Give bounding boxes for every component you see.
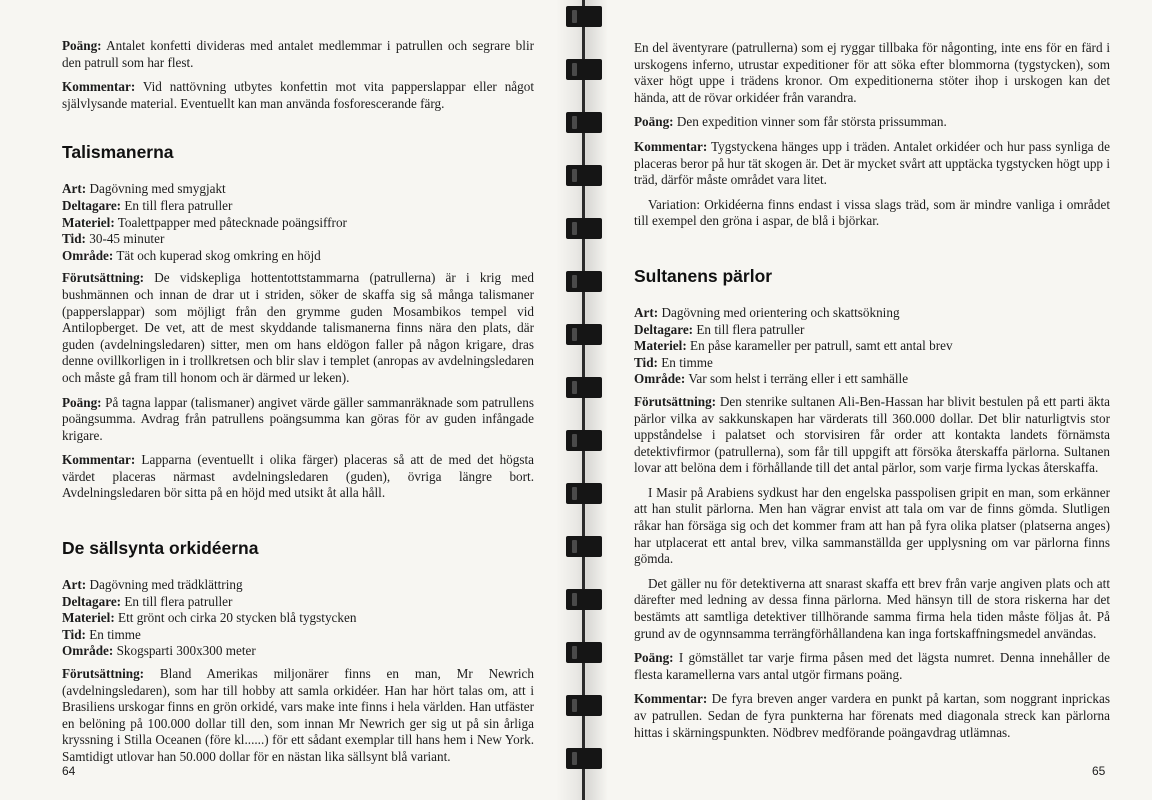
talis-materiel: Materiel: Toalettpapper med påtecknade poängsiffror [62, 214, 347, 230]
orki-forutsattning: Förutsättning: Bland Amerikas miljonärer finns en man, Mr Newrich (avdelningsledaren), som har till hobby att samla orkidéer. Han har hört talas om, att i Brasiliens urskogar finns en grön orkidé, vars make inte finns i hela världen. Han utfäster en belöning på 100.000 dollar till den, som innan Mr Newrich ger sig ut på sin årliga kryssning i Stilla Oceanen (före kl......) för ett sådant exemplar till hans hem i New York. Samtidigt utlovar han 50.000 dollar för en nästan lika sällsynt blå variant. [62, 666, 534, 764]
section-title-orkideerna: De sällsynta orkidéerna [62, 538, 259, 559]
orki-poang: Poäng: Den expedition vinner som får största prissumman. [634, 114, 947, 130]
talis-poang: Poäng: På tagna lappar (talismaner) angivet värde gäller sammanräknade som patrullens poängsumma. Avdrag från patrullens poängsumma kan göras för av guden infångade krigare. [62, 394, 534, 443]
talis-art: Art: Dagövning med smygjakt [62, 181, 226, 197]
section-title-talismanerna: Talismanerna [62, 142, 174, 163]
orki-continued: En del äventyrare (patrullerna) som ej ryggar tillbaka för någonting, inte ens för en färd i urskogens inferno, utrustar expeditioner för att söka efter blommorna (tygstycken), som växer högt uppe i trädens kronor. Om expeditionerna stöter ihop i urskogen kan det hända, att de rövar orkidéer från varandra. [634, 40, 1110, 105]
talis-forutsattning: Förutsättning: De vidskepliga hottentottstammarna (patrullerna) är i krig med bushmännen och innan de drar ut i striden, söker de skaffa sig så många talismaner (papperslappar) som möjligt från den grymme guden Mosambikos tempel vid Antilopberget. De vet, att de mest skyddande talismanerna finns nära den plats, där guden (avdelningsledaren) sitter, men om hans eldögon faller på någon krigare, dras denne ovillkorligen in i trollkretsen och blir slav i templet (anropas av avdelningsledaren och måste gå fram till honom och är därmed ur leken). [62, 270, 534, 385]
sultan-forutsattning: Förutsättning: Den stenrike sultanen Ali-Ben-Hassan har blivit bestulen på ett parti äkta pärlor vilka av sakkunskapen har värderats till 360.000 dollar. Det blir naturligtvis stor uppståndelse i palatset och storvisiren får order att kontakta landets förnämsta detektivfirmor (patrullerna), som får till uppgift att försöka återskaffa pärlorna. Sultanen lovar att belöna dem i förhållande till det antal pärlor, som varje firma lyckas återskaffa. [634, 393, 1110, 476]
orki-art: Art: Dagövning med trädklättring [62, 577, 243, 593]
orki-info [62, 577, 534, 660]
sultan-tid: Tid: En timme [634, 354, 713, 370]
right-page [596, 0, 1152, 800]
talis-info [62, 181, 534, 264]
sultan-omrade: Område: Var som helst i terräng eller i ett samhälle [634, 371, 909, 387]
sultan-kommentar: Kommentar: De fyra breven anger vardera en punkt på kartan, som noggrant inprickas av patrullen. Sedan de fyra punkterna har förenats med diagonala streck kan pärlorna hittas i skärningspunkten. Nödbrev medförande poängavdrag utlämnas. [634, 691, 1110, 740]
orki-variation: Variation: Orkidéerna finns endast i vissa slags träd, som är mindre vanliga i området till exempel den gröna i aspar, de blå i björkar. [634, 196, 1110, 229]
intro-kommentar: Kommentar: Vid nattövning utbytes konfettin mot vita papperslappar eller något självlysande material. Eventuellt kan man använda fosforescerande färg. [62, 79, 534, 111]
page-number-left: 64 [62, 764, 76, 778]
sultan-materiel: Materiel: En påse karameller per patrull, samt ett antal brev [634, 338, 953, 354]
left-page [0, 0, 560, 800]
sultan-deltagare: Deltagare: En till flera patruller [634, 321, 805, 337]
orki-kommentar: Kommentar: Tygstyckena hänges upp i träden. Antalet orkidéer och hur pass synliga de placeras beror på hur tät skogen är. Det är mycket svårt att upptäcka tygstycken högt upp i träd, därför måste området vara litet. [634, 138, 1110, 188]
talis-tid: Tid: 30-45 minuter [62, 231, 165, 247]
talis-deltagare: Deltagare: En till flera patruller [62, 197, 233, 213]
orki-tid: Tid: En timme [62, 626, 141, 642]
page-number-right: 65 [1092, 764, 1106, 778]
sultan-paragraph-3: Det gäller nu för detektiverna att snarast skaffa ett brev från varje angiven plats och att därefter med ledning av dessa finna pärlorna. Med hänsyn till de stora riskerna har det bestämts att samtliga detektiver tillhörande samma firma hela tiden måste följas åt. På grund av de ogynnsamma terrängförhållandena kan inga fortskaffningsmedel användas. [634, 575, 1110, 641]
orki-deltagare: Deltagare: En till flera patruller [62, 593, 233, 609]
intro-poang: Poäng: Antalet konfetti divideras med antalet medlemmar i patrullen och segrare blir den patrull som har flest. [62, 38, 534, 70]
orki-materiel: Materiel: Ett grönt och cirka 20 stycken blå tygstycken [62, 610, 357, 626]
talis-kommentar: Kommentar: Lapparna (eventuellt i olika färger) placeras så att de med det högsta värdet placeras närmast avdelningsledaren (guden), övriga längre bort. Avdelningsledaren bör sitta på en höjd med utsikt åt alla håll. [62, 452, 534, 501]
sultan-poang: Poäng: I gömstället tar varje firma påsen med det lägsta numret. Denna innehåller de flesta karamellerna vars antal utgör firmans poäng. [634, 650, 1110, 682]
sultan-info [634, 305, 1110, 388]
sultan-art: Art: Dagövning med orientering och skattsökning [634, 304, 900, 320]
orki-omrade: Område: Skogsparti 300x300 meter [62, 643, 256, 659]
sultan-paragraph-2: I Masir på Arabiens sydkust har den engelska passpolisen gripit en man, som erkänner att han stulit pärlorna. Men han vägrar envist att tala om var de finns gömda. Slutligen råkar han försäga sig och det kommer fram att han på fyra olika platser (platserna anges) har utplacerat ett antal brev, vilka sammanställda ger upplysning om var pärlorna finns gömda. [634, 484, 1110, 567]
talis-omrade: Område: Tät och kuperad skog omkring en höjd [62, 247, 321, 263]
section-title-sultanens-parlor: Sultanens pärlor [634, 265, 773, 286]
